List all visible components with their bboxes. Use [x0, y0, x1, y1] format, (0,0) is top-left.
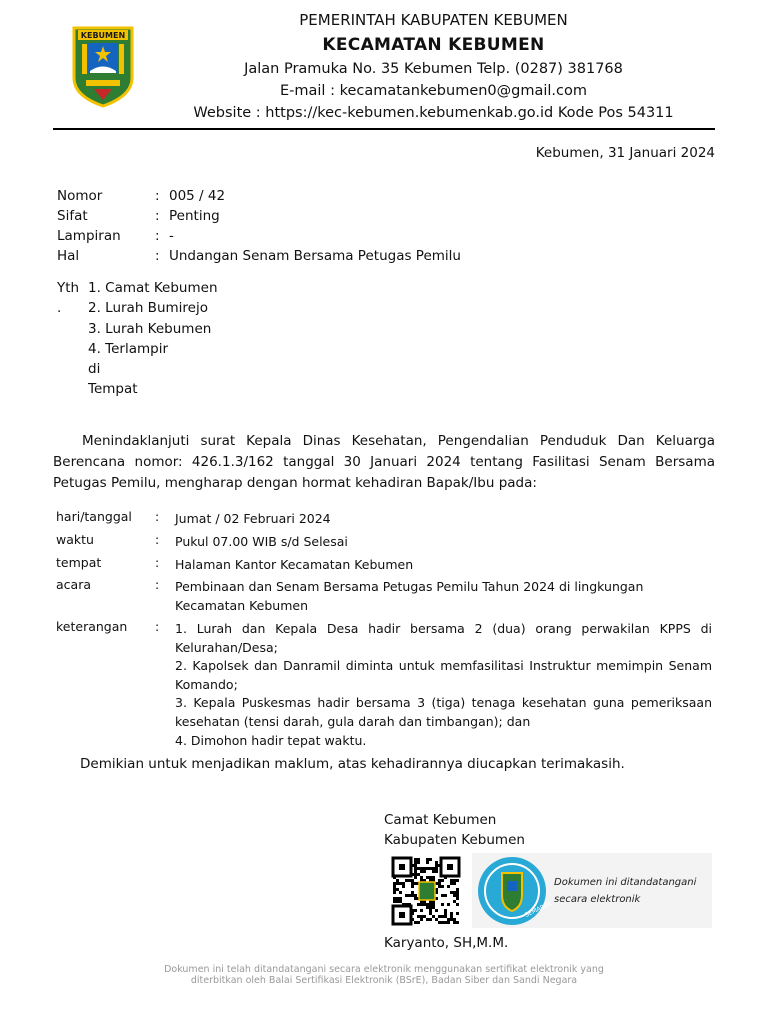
logo-text: KEBUMEN [80, 31, 126, 40]
detail-colon: : [155, 532, 160, 547]
meta-value: Penting [169, 208, 220, 224]
meta-value: - [169, 228, 174, 244]
e-signature-badge [472, 853, 712, 928]
letterhead-office: KECAMATAN KEBUMEN [322, 35, 545, 55]
detail-value: Jumat / 02 Februari 2024 [175, 511, 331, 526]
meta-value: Undangan Senam Bersama Petugas Pemilu [169, 248, 461, 264]
recipient-item: 2. Lurah Bumirejo [88, 300, 208, 316]
keterangan-text: 2. Kapolsek dan Danramil diminta untuk memfasilitasi Instruktur memimpin Senam Komando; [175, 658, 712, 692]
signer-region: Kabupaten Kebumen [384, 832, 525, 848]
signer-title: Camat Kebumen [384, 812, 497, 828]
meta-label: Lampiran [57, 228, 121, 244]
body-paragraph: Menindaklanjuti surat Kepala Dinas Kesehatan, Pengendalian Penduduk Dan Keluarga Berencana nomor: 426.1.3/162 tanggal 30 Januari 2024 tentang Fasilitasi Senam Bersama Petugas Pemilu, mengharap dengan hormat kehadiran Bapak/Ibu pada: [53, 433, 715, 491]
signer-name: Karyanto, SH,M.M. [384, 935, 509, 951]
meta-colon: : [155, 208, 160, 224]
recipient-item: 1. Camat Kebumen [88, 280, 218, 296]
keterangan-text: 4. Dimohon hadir tepat waktu. [175, 733, 367, 748]
esign-line1: Dokumen ini ditandatangani [554, 877, 697, 888]
letterhead-divider [53, 128, 715, 130]
letterhead-government: PEMERINTAH KABUPATEN KEBUMEN [299, 11, 568, 29]
detail-label: tempat [56, 555, 102, 570]
detail-value: Halaman Kantor Kecamatan Kebumen [175, 557, 414, 572]
closing-sentence: Demikian untuk menjadikan maklum, atas kehadirannya diucapkan terimakasih. [80, 756, 625, 772]
footer-line2: diterbitkan oleh Balai Sertifikasi Elektronik (BSrE), Badan Siber dan Sandi Negara [190, 975, 578, 986]
detail-colon: : [155, 619, 160, 634]
kebumen-logo [72, 26, 134, 108]
letterhead-website: Website : https://kec-kebumen.kebumenkab.go.id Kode Pos 54311 [193, 105, 674, 121]
meta-value: 005 / 42 [169, 188, 226, 204]
detail-colon: : [155, 555, 160, 570]
letterhead-email: E-mail : kecamatankebumen0@gmail.com [280, 83, 587, 99]
meta-colon: : [155, 188, 160, 204]
meta-colon: : [155, 248, 160, 264]
semarek-text: SEMAREK [523, 900, 553, 919]
detail-label: waktu [56, 532, 94, 547]
recipient-tempat: Tempat [88, 381, 138, 397]
detail-colon: : [155, 509, 160, 524]
meta-label: Sifat [57, 208, 88, 224]
recipient-di: di [88, 361, 101, 377]
detail-colon: : [155, 577, 160, 592]
detail-value: Pukul 07.00 WIB s/d Selesai [175, 534, 348, 549]
yth-dot: . [57, 300, 62, 316]
keterangan-text: 3. Kepala Puskesmas hadir bersama 3 (tiga) tenaga kesehatan guna pemeriksaan kesehatan (tensi darah, gula darah dan timbangan); dan [175, 695, 712, 729]
esign-line2: secara elektronik [554, 894, 641, 905]
detail-label: hari/tanggal [56, 509, 132, 524]
recipient-item: 4. Terlampir [88, 341, 169, 357]
footer-line1: Dokumen ini telah ditandatangani secara elektronik menggunakan sertifikat elektronik yang [164, 964, 604, 975]
meta-label: Hal [57, 248, 80, 264]
meta-colon: : [155, 228, 160, 244]
detail-label: acara [56, 577, 91, 592]
yth-label: Yth [57, 280, 80, 296]
semarek-logo-icon [476, 855, 553, 927]
footer-note [100, 964, 668, 986]
detail-value: Pembinaan dan Senam Bersama Petugas Pemilu Tahun 2024 di lingkungan Kecamatan Kebumen [175, 579, 644, 613]
letter-date: Kebumen, 31 Januari 2024 [535, 145, 715, 161]
detail-label: keterangan [56, 619, 128, 634]
keterangan-text: 1. Lurah dan Kepala Desa hadir bersama 2 (dua) orang perwakilan KPPS di Kelurahan/Desa; [175, 621, 712, 655]
letterhead-address: Jalan Pramuka No. 35 Kebumen Telp. (0287) 381768 [244, 61, 623, 77]
qr-code [389, 857, 464, 925]
recipient-item: 3. Lurah Kebumen [88, 321, 212, 337]
meta-label: Nomor [57, 188, 103, 204]
